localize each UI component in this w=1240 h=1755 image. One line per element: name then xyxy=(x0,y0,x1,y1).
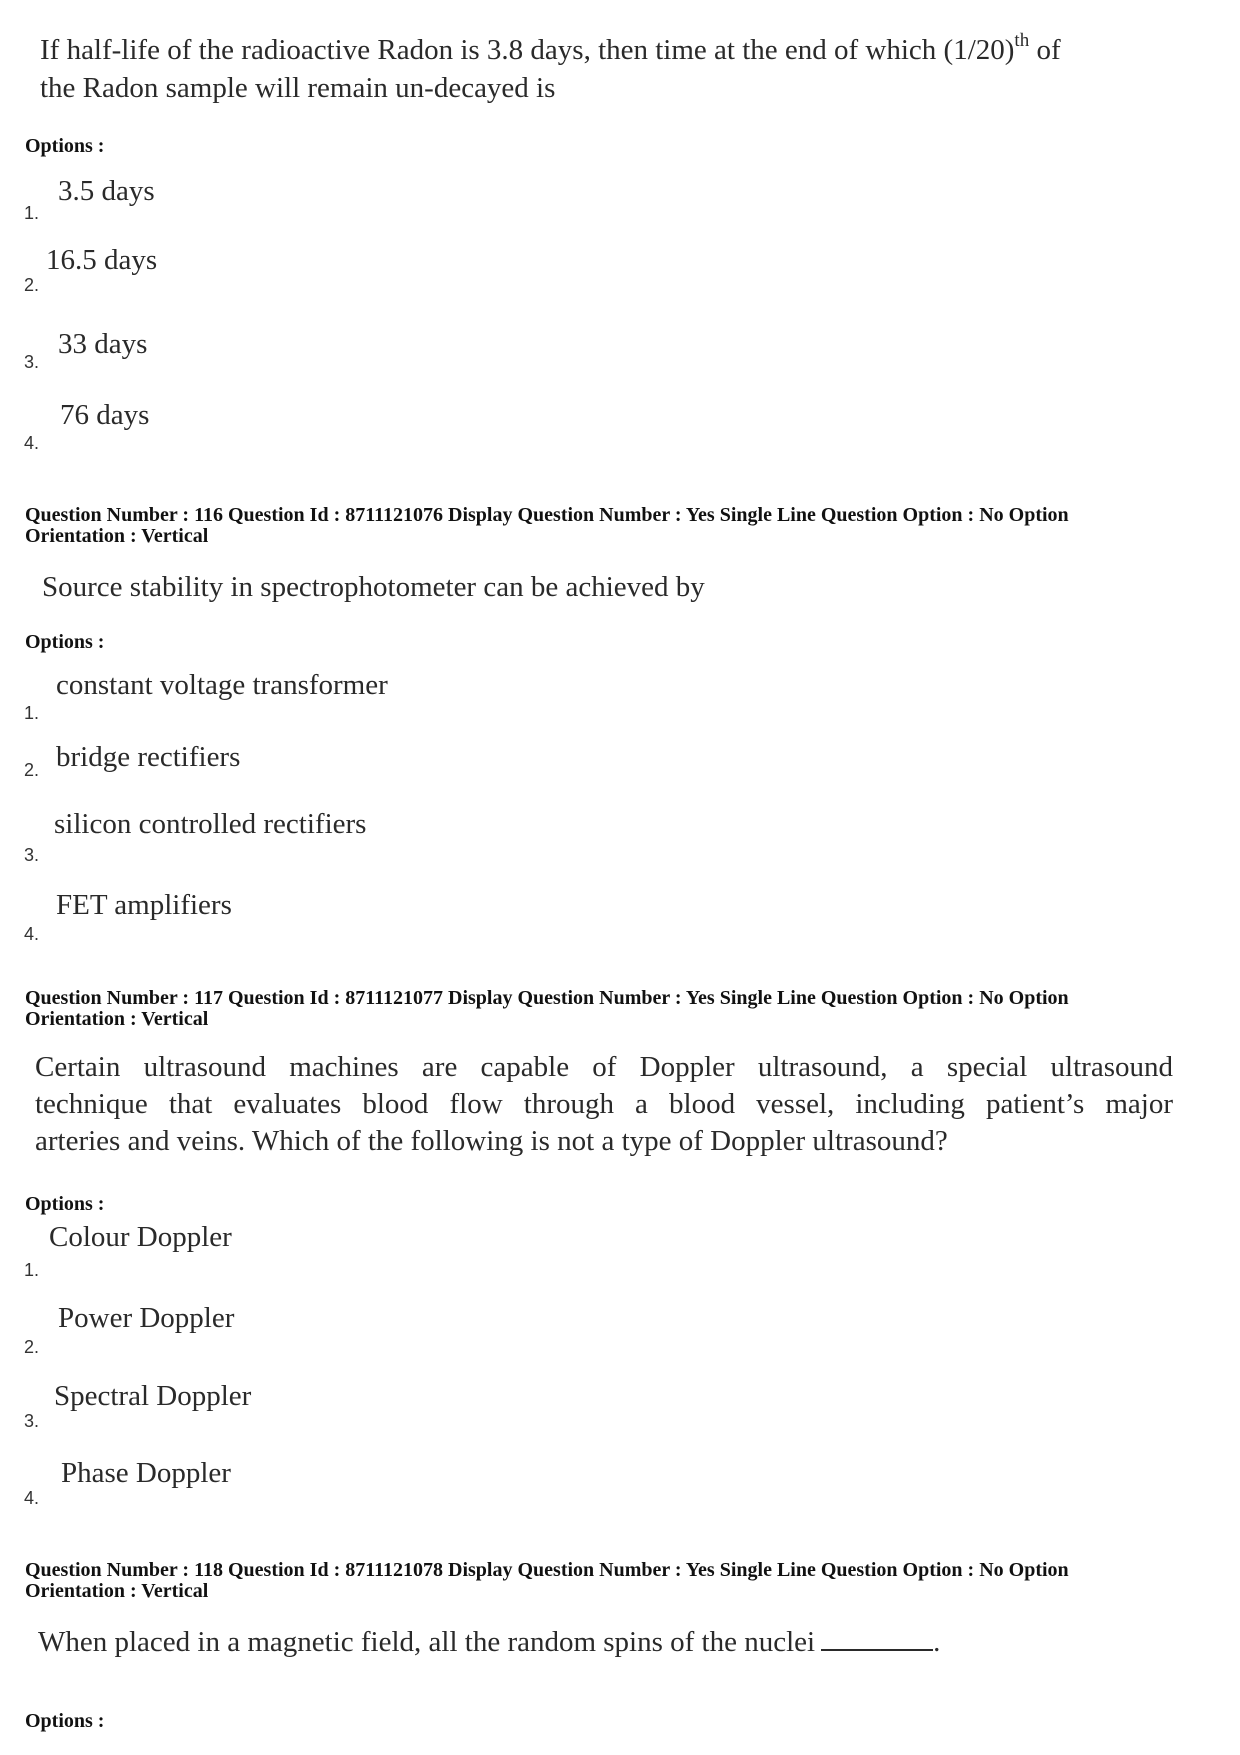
question-117-option-4-number: 4. xyxy=(24,1488,40,1508)
question-118-text-end: . xyxy=(933,1626,941,1658)
question-116-option-2-text: bridge rectifiers xyxy=(56,741,241,773)
question-117-metadata-line-2: Orientation : Vertical xyxy=(25,1008,209,1030)
question-116-option-1-number: 1. xyxy=(24,703,40,723)
question-115-text-line-1 xyxy=(40,30,1061,67)
question-116-metadata-line-2: Orientation : Vertical xyxy=(25,525,209,547)
question-117-option-4-text: Phase Doppler xyxy=(61,1457,231,1489)
question-117-text-line-1: Certain ultrasound machines are capable of Doppler ultrasound, a special ultrasound xyxy=(35,1051,1173,1083)
question-116-text: Source stability in spectrophotometer can be achieved by xyxy=(42,571,705,603)
question-115-option-4-text: 76 days xyxy=(60,399,150,431)
question-116-option-3-text: silicon controlled rectifiers xyxy=(54,808,367,840)
question-117-option-1-number: 1. xyxy=(24,1260,40,1280)
question-116-option-1-text: constant voltage transformer xyxy=(56,669,388,701)
question-118-text-body: When placed in a magnetic field, all the random spins of the nuclei xyxy=(38,1626,816,1658)
question-115-text-line-2: the Radon sample will remain un-decayed is xyxy=(40,72,556,104)
question-115-option-1-number: 1. xyxy=(24,203,40,223)
question-116-option-4-text: FET amplifiers xyxy=(56,889,232,921)
question-115-superscript: th xyxy=(1014,30,1030,51)
question-117-option-2-number: 2. xyxy=(24,1337,40,1357)
question-117-option-1-text: Colour Doppler xyxy=(49,1221,232,1253)
question-118-text xyxy=(38,1626,940,1659)
question-115-option-3-text: 33 days xyxy=(58,328,148,360)
question-118-options-label: Options : xyxy=(25,1710,105,1732)
question-116-option-3-number: 3. xyxy=(24,845,40,865)
question-117-text-line-3: arteries and veins. Which of the following is not a type of Doppler ultrasound? xyxy=(35,1125,948,1157)
question-117-option-3-text: Spectral Doppler xyxy=(54,1380,252,1412)
question-116-options-label: Options : xyxy=(25,631,105,653)
question-117-options-label: Options : xyxy=(25,1193,105,1215)
question-115-text-part-a: If half-life of the radioactive Radon is 3.8 days, then time at the end of which (1/20) xyxy=(40,34,1015,66)
question-117-text-line-2: technique that evaluates blood flow through a blood vessel, including patient’s major xyxy=(35,1088,1173,1120)
fill-in-blank xyxy=(821,1631,933,1651)
question-117-metadata-line-1: Question Number : 117 Question Id : 8711121077 Display Question Number : Yes Single Line Question Option : No Option xyxy=(25,987,1069,1009)
question-115-option-3-number: 3. xyxy=(24,352,40,372)
question-118-metadata-line-2: Orientation : Vertical xyxy=(25,1580,209,1602)
question-115-option-2-text: 16.5 days xyxy=(46,244,158,276)
question-118-metadata-line-1: Question Number : 118 Question Id : 8711121078 Display Question Number : Yes Single Line Question Option : No Option xyxy=(25,1559,1069,1581)
question-115-text-part-b: of xyxy=(1029,34,1061,66)
question-117-option-2-text: Power Doppler xyxy=(58,1302,235,1334)
question-116-option-2-number: 2. xyxy=(24,760,40,780)
question-115-option-4-number: 4. xyxy=(24,433,40,453)
question-116-option-4-number: 4. xyxy=(24,924,40,944)
question-115-options-label: Options : xyxy=(25,135,105,157)
question-115-option-2-number: 2. xyxy=(24,275,40,295)
question-115-option-1-text: 3.5 days xyxy=(58,175,155,207)
question-116-metadata-line-1: Question Number : 116 Question Id : 8711121076 Display Question Number : Yes Single Line Question Option : No Option xyxy=(25,504,1069,526)
question-117-text xyxy=(35,1049,1173,1160)
question-117-option-3-number: 3. xyxy=(24,1411,40,1431)
